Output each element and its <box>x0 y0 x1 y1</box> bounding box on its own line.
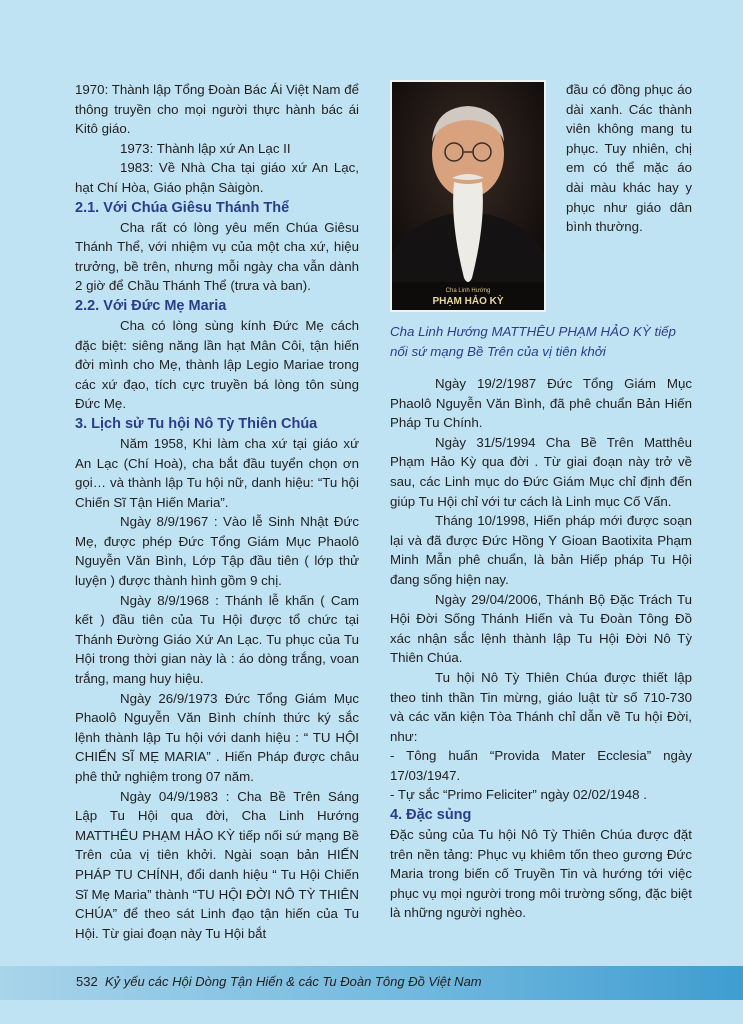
list-item: - Tự sắc “Primo Feliciter” ngày 02/02/1948 . <box>390 787 647 803</box>
portrait-illustration <box>392 82 544 310</box>
paragraph: Ngày 31/5/1994 Cha Bề Trên Matthêu Phạm Hảo Kỳ qua đời . Từ giai đoạn này trở về sau, các Linh mục do Đức Giám Mục chỉ định đến giúp Tu Hội chỉ với tư cách là Linh mục Cố Vấn. <box>390 434 692 509</box>
section-heading: 2.1. Với Chúa Giêsu Thánh Thể <box>75 199 290 216</box>
paragraph: Tháng 10/1998, Hiến pháp mới được soạn lại và đã được Đức Hồng Y Gioan Baotixita Phạm Minh Mẫn phê chuẩn, là bản Hiếp pháp Tu Hội đang sống hiện nay. <box>390 513 692 587</box>
section-heading: 3. Lịch sử Tu hội Nô Tỳ Thiên Chúa <box>75 415 318 432</box>
paragraph: 1970: Thành lập Tổng Đoàn Bác Ái Việt Nam để thông truyền cho mọi người thực hành bác ái Kitô giáo. <box>75 82 359 137</box>
paragraph: Ngày 8/9/1967 : Vào lễ Sinh Nhật Đức Mẹ, được phép Đức Tổng Giám Mục Phaolô Nguyễn Văn Bình, Lớp Tập đầu tiên ( lớp thử luyện ) được thành hình gồm 9 chị. <box>75 514 359 589</box>
paragraph: Ngày 29/04/2006, Thánh Bộ Đặc Trách Tu Hội Đời Sống Thánh Hiến và Tu Đoàn Tông Đồ xác nhận sắc lệnh thành lập Tu Hội Đời Nô Tỳ Thiên Chúa. <box>390 591 692 666</box>
paragraph: Cha có lòng sùng kính Đức Mẹ cách đặc biệt: siêng năng lần hạt Mân Côi, tận hiến đời mình cho Mẹ, thành lập Legio Mariae trong các xứ đạo, tích cực truyền bá lòng tôn sùng Đức Mẹ. <box>75 317 359 412</box>
section-heading: 2.2. Với Đức Mẹ Maria <box>75 297 227 314</box>
publication-title: Kỷ yếu các Hội Dòng Tận Hiến & các Tu Đoàn Tông Đồ Việt Nam <box>104 974 482 989</box>
paragraph: Ngày 26/9/1973 Đức Tổng Giám Mục Phaolô Nguyễn Văn Bình chính thức ký sắc lệnh thành lập Tu hội với danh hiệu : “ TU HỘI CHIẾN SĨ MẸ MARIA” . Hiến Pháp được châu phê thử nghiệm trong 07 năm. <box>75 690 359 784</box>
photo-caption: Cha Linh Hướng MATTHÊU PHẠM HẢO KỲ tiếp nối sứ mạng Bề Trên của vị tiên khởi <box>390 324 676 359</box>
left-column <box>75 80 359 943</box>
footer <box>76 974 482 989</box>
paragraph: Ngày 8/9/1968 : Thánh lễ khấn ( Cam kết ) đầu tiên của Tu Hội được tổ chức tại Thánh Đường Giáo Xứ An Lạc. Tu phục của Tu Hội trong thời gian này là : áo dòng trắng, voan trắng, mang huy hiệu. <box>75 592 359 687</box>
paragraph: Đặc sủng của Tu hội Nô Tỳ Thiên Chúa được đặt trên nền tảng: Phục vụ khiêm tốn theo gương Đức Maria trong biến cố Truyền Tin và hướng tới việc phục vụ mọi người trong môi trường sống, đặc biệt là những người nghèo. <box>390 827 692 921</box>
photo-side-text <box>566 80 692 237</box>
page-number: 532 <box>76 974 98 989</box>
list-item: - Tông huấn “Provida Mater Ecclesia” ngày 17/03/1947. <box>390 748 692 783</box>
section-heading: 4. Đặc sủng <box>390 807 472 824</box>
paragraph: Cha rất có lòng yêu mến Chúa Giêsu Thánh Thể, với nhiệm vụ của một cha xứ, hiệu trưởng, bề trên, nhưng mỗi ngày cha vẫn dành 2 giờ để Chầu Thánh Thể (trưa và ban). <box>75 219 359 294</box>
portrait-photo <box>390 80 546 312</box>
paragraph: 1973: Thành lập xứ An Lạc II <box>120 140 291 156</box>
paragraph: đầu có đồng phục áo dài xanh. Các thành viên không mang tu phục. Tuy nhiên, chị em có thể mặc áo dài màu khác hay y phục như giáo dân bình thường. <box>566 82 692 235</box>
paragraph: Năm 1958, Khi làm cha xứ tại giáo xứ An Lạc (Chí Hoà), cha bắt đầu tuyển chọn ơn gọi… và thành lập Tu hội nữ, danh hiệu: “Tu hội Chiến Sĩ Tận Hiến Maria”. <box>75 435 359 510</box>
paragraph: Ngày 19/2/1987 Đức Tổng Giám Mục Phaolô Nguyễn Văn Bình, đã phê chuẩn Bản Hiến Pháp Tu Chính. <box>390 376 692 431</box>
paragraph: Ngày 04/9/1983 : Cha Bề Trên Sáng Lập Tu Hội qua đời, Cha Linh Hướng MATTHÊU PHẠM HẢO KỲ tiếp nối sứ mạng Bề Trên của vị tiên khởi. Ngài soạn bản HIẾN PHÁP TU CHÍNH, đổi danh hiệu “ Tu Hội Chiến Sĩ Mẹ Maria” thành “TU HỘI ĐỜI NÔ TỲ THIÊN CHÚA” để theo sát Linh đạo tận hiến của Tu Hội. Từ giai đoạn này Tu Hội bắt <box>75 788 359 941</box>
right-column <box>390 374 692 923</box>
photo-overlay-small: Cha Linh Hướng <box>445 288 491 294</box>
photo-overlay-name: PHẠM HẢO KỲ <box>432 296 504 307</box>
paragraph: Tu hội Nô Tỳ Thiên Chúa được thiết lập theo tinh thần Tin mừng, giáo luật từ số 710-730 và các văn kiện Tòa Thánh chỉ dẫn về Tu hội Đời, như: <box>390 669 692 744</box>
paragraph: 1983: Về Nhà Cha tại giáo xứ An Lạc, hạt Chí Hòa, Giáo phận Sàigòn. <box>75 160 359 195</box>
